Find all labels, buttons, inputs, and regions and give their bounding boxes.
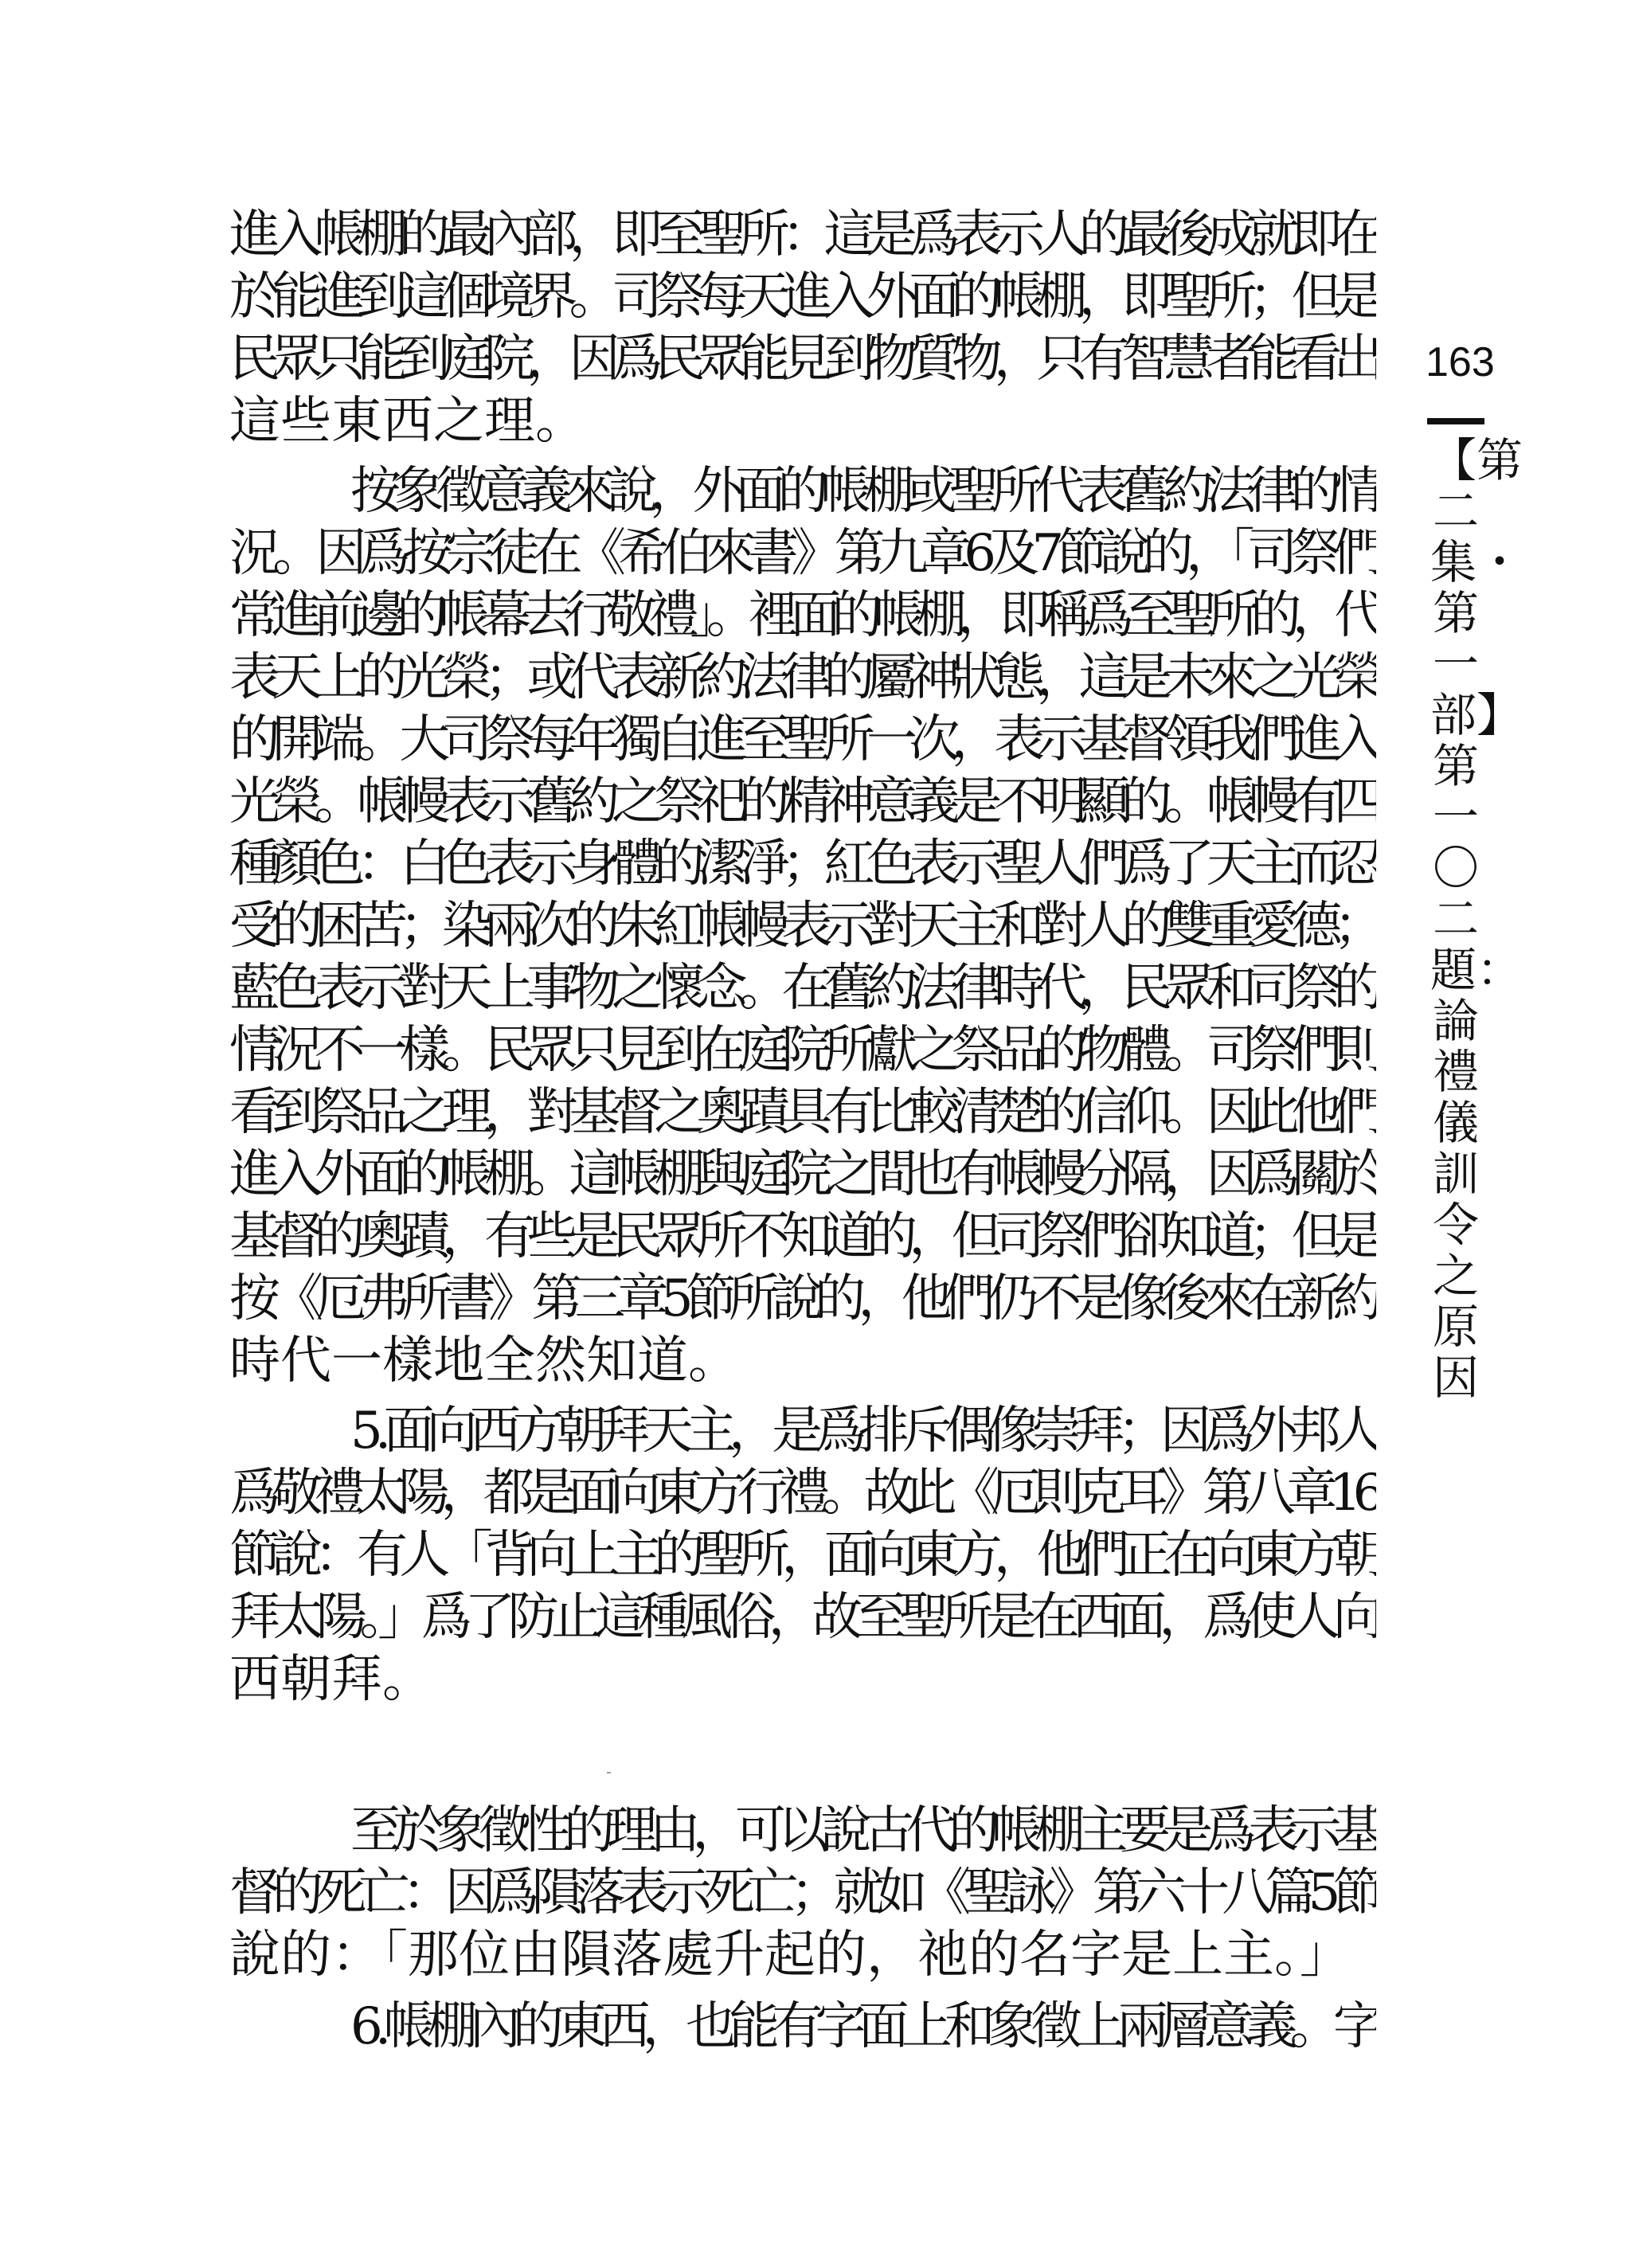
text-line: 拜太陽。」爲了防止這種風俗，故至聖所是在西面，爲使人向 bbox=[229, 1588, 1376, 1647]
text-line: 光榮。帳幔表示舊約之祭祀的精神意義是不明顯的。帳幔有四 bbox=[229, 772, 1376, 831]
text-line: 的開端。大司祭每年獨自進至聖所一次，表示基督領我們進入 bbox=[229, 710, 1376, 769]
text-line: 至於象徵性的理由，可以說古代的帳棚主要是爲表示基 bbox=[350, 1801, 1376, 1860]
margin-rule bbox=[1427, 418, 1484, 424]
text-line: 看到祭品之理，對基督之奧蹟具有比較清楚的信仰。因此他們 bbox=[229, 1083, 1376, 1142]
page-number: 163 bbox=[1426, 339, 1495, 385]
text-line: 況。因爲按宗徒在《希伯來書》第九章6及7節說的，「司祭們 bbox=[229, 524, 1376, 583]
text-line: 按象徵意義來說，外面的帳棚或聖所代表舊約法律的情 bbox=[350, 462, 1376, 521]
text-line: 按《厄弗所書》第三章5節所說的，他們仍不是像後來在新約 bbox=[229, 1269, 1376, 1328]
text-line: 說的：「那位由隕落處升起的，祂的名字是上主。」 bbox=[229, 1926, 1351, 1984]
text-line: 節說：有人「背向上主的聖所，面向東方，他們正在向東方朝 bbox=[229, 1526, 1376, 1585]
text-line: 督的死亡：因爲隕落表示死亡；就如《聖詠》第六十八篇5節 bbox=[229, 1863, 1376, 1922]
text-line: 情況不一樣。民眾只見到在庭院所獻之祭品的物體。司祭們則 bbox=[229, 1021, 1376, 1080]
text-line: 受的困苦；染兩次的朱紅帳幔表示對天主和對人的雙重愛德； bbox=[229, 897, 1376, 956]
text-line: 爲敬禮太陽，都是面向東方行禮。故此《厄則克耳》第八章16 bbox=[229, 1464, 1376, 1523]
text-line: 種顏色：白色表示身體的潔淨；紅色表示聖人們爲了天主而忍 bbox=[229, 835, 1376, 894]
text-line: 藍色表示對天上事物之懷念。在舊約法律時代，民眾和司祭的 bbox=[229, 959, 1376, 1018]
text-line: 表天上的光榮；或代表新約法律的屬神狀態，這是未來之光榮 bbox=[229, 648, 1376, 707]
text-line: 6.帳棚內的東西，也能有字面上和象徵上兩層意義。字 bbox=[350, 1997, 1376, 2056]
text-line: 民眾只能到庭院，因爲民眾能見到物質物，只有智慧者能看出 bbox=[229, 330, 1376, 389]
text-line: 於能進到這個境界。司祭每天進入外面的帳棚，即聖所；但是 bbox=[229, 268, 1376, 327]
running-head: 【第二集・第一部】第一〇二題：論禮儀訓令之原因 bbox=[1430, 433, 1523, 1405]
text-line: 進入帳棚的最內部，即至聖所：這是爲表示人的最後成就即在 bbox=[229, 205, 1376, 264]
text-line: 西朝拜。 bbox=[229, 1650, 433, 1709]
text-line: 進入外面的帳棚。這帳棚與庭院之間也有帳幔分隔，因爲關於 bbox=[229, 1145, 1376, 1204]
text-line: 常進前邊的帳幕去行敬禮」。裡面的帳棚，即稱爲至聖所的，代 bbox=[229, 586, 1376, 645]
text-line: 5.面向西方朝拜天主，是爲排斥偶像崇拜；因爲外邦人 bbox=[350, 1402, 1376, 1461]
scan-speck bbox=[607, 1772, 611, 1773]
text-line: 基督的奧蹟，有些是民眾所不知道的，但司祭們卻知道；但是 bbox=[229, 1207, 1376, 1266]
text-line: 時代一樣地全然知道。 bbox=[229, 1331, 739, 1390]
text-line: 這些東西之理。 bbox=[229, 392, 586, 451]
